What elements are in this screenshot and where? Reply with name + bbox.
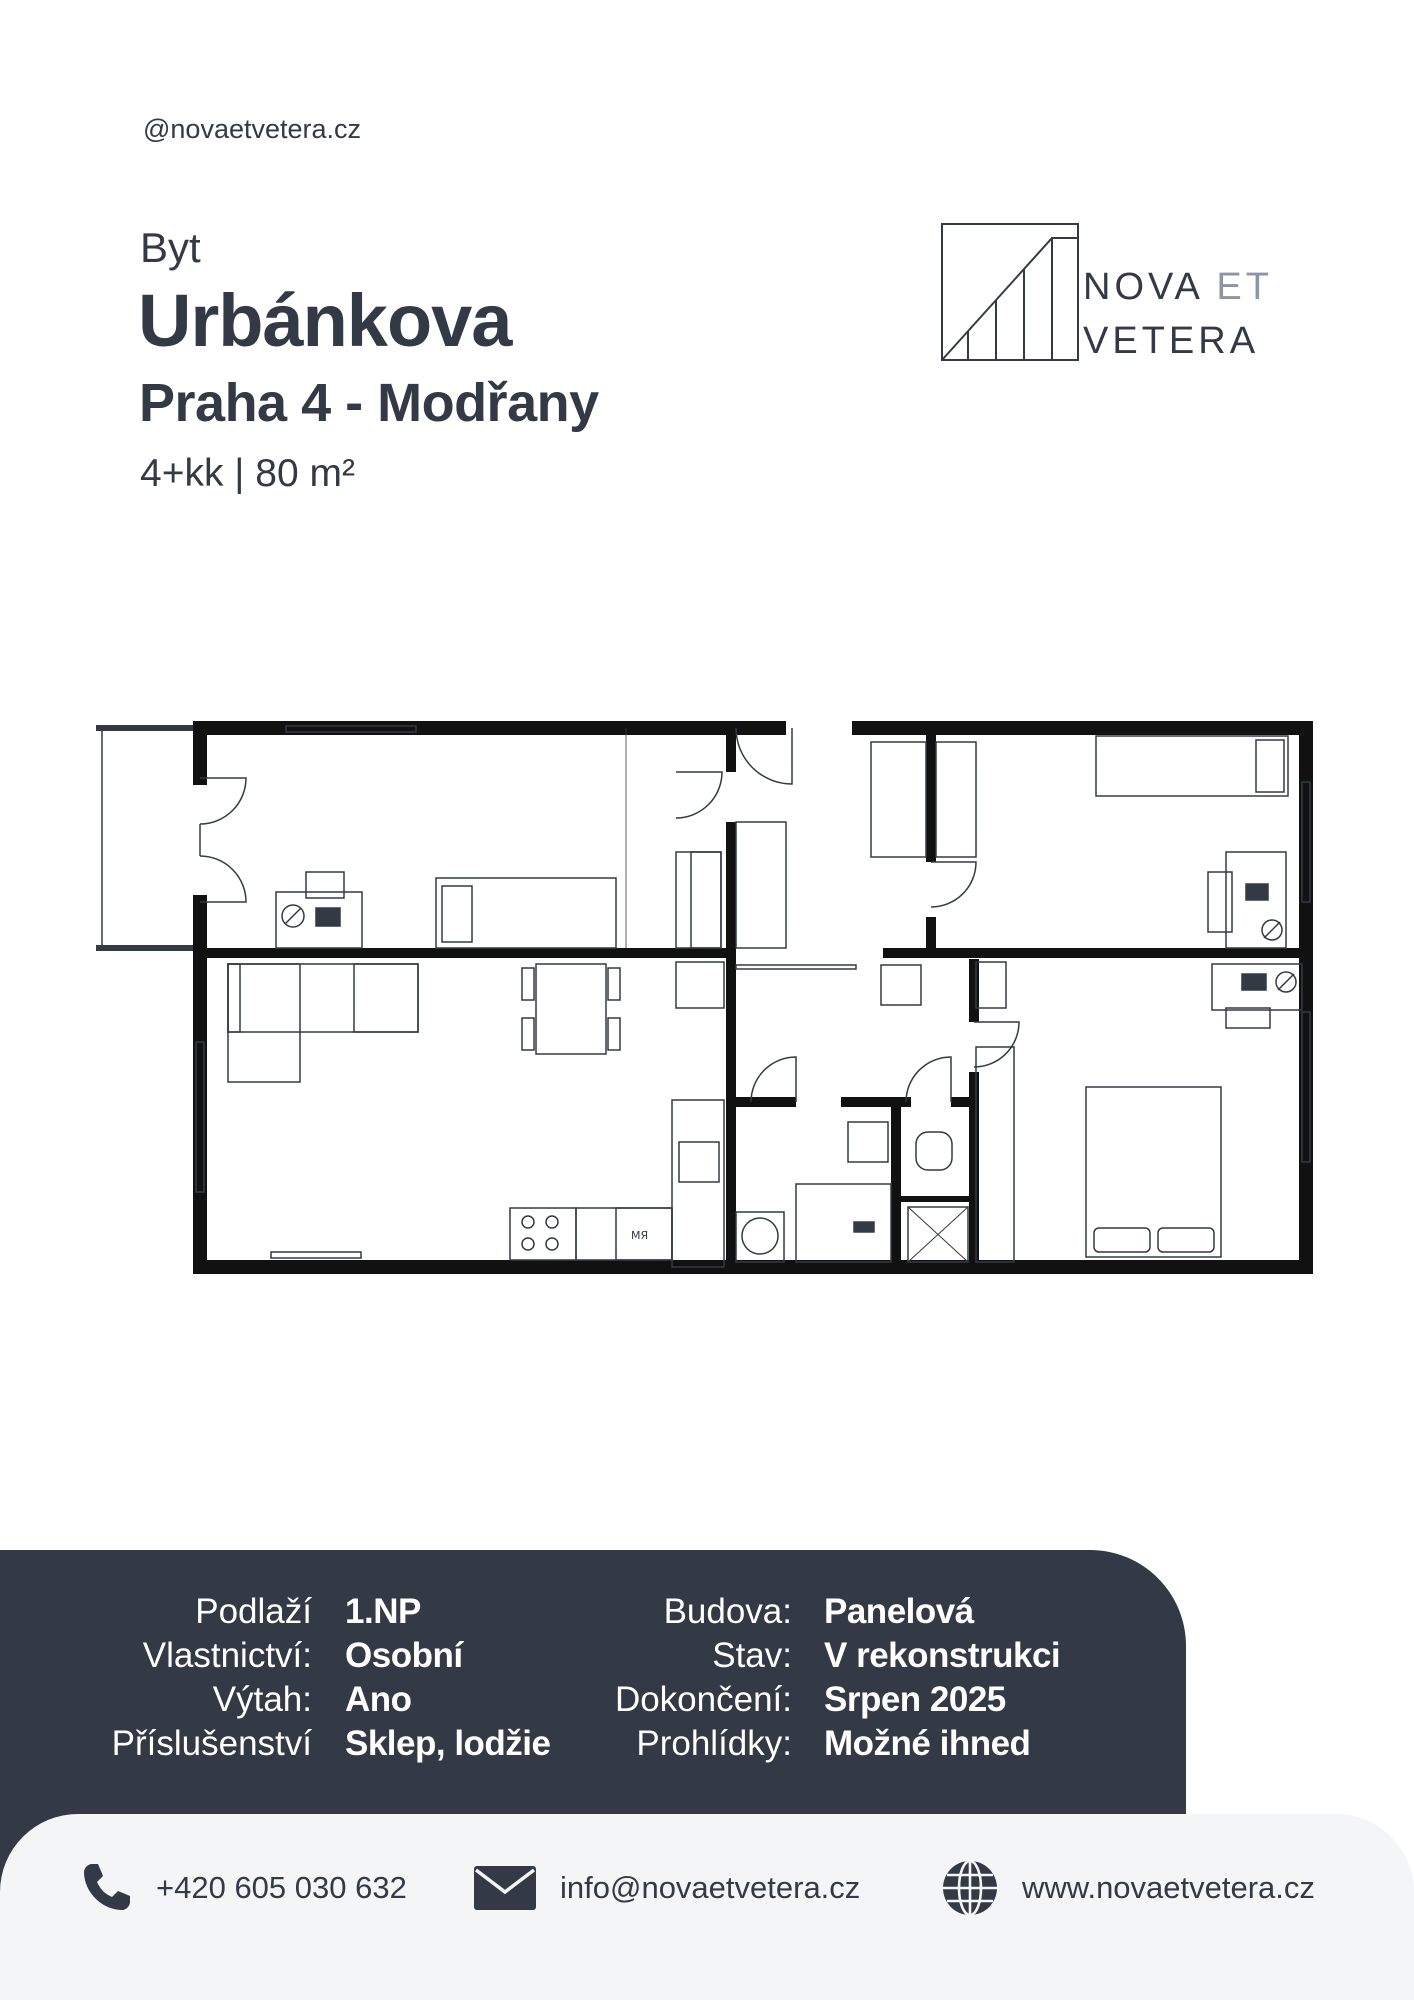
email-address[interactable]: info@novaetvetera.cz: [560, 1870, 861, 1905]
floor-plan: [96, 712, 1320, 1282]
detail-value: V rekonstrukci: [824, 1636, 1061, 1675]
detail-label: Výtah:: [212, 1680, 312, 1719]
page-title: Urbánkova: [138, 279, 512, 362]
detail-label: Vlastnictví:: [142, 1636, 312, 1675]
logo-word-et: ET: [1216, 266, 1273, 308]
details-labels-left: [60, 1590, 312, 1766]
web-contact[interactable]: [940, 1860, 1315, 1916]
layout-and-area: 4+kk | 80 m²: [140, 452, 355, 495]
globe-icon: [940, 1858, 1000, 1918]
logo-text-line1: [1083, 266, 1273, 309]
social-handle[interactable]: @novaetvetera.cz: [143, 114, 362, 144]
detail-label: Podlaží: [195, 1592, 312, 1631]
detail-label: Prohlídky:: [636, 1724, 792, 1763]
detail-value: Možné ihned: [824, 1724, 1031, 1763]
detail-label: Budova:: [663, 1592, 792, 1631]
phone-number[interactable]: +420 605 030 632: [156, 1870, 407, 1905]
phone-icon: [78, 1860, 134, 1916]
detail-value: Osobní: [345, 1636, 463, 1675]
property-type: Byt: [140, 224, 201, 271]
detail-label: Stav:: [712, 1636, 792, 1675]
detail-value: Sklep, lodžie: [345, 1724, 551, 1763]
envelope-icon: [472, 1860, 538, 1916]
detail-value: Panelová: [824, 1592, 974, 1631]
detail-value: 1.NP: [345, 1592, 421, 1631]
detail-label: Příslušenství: [111, 1724, 312, 1763]
website-url[interactable]: www.novaetvetera.cz: [1022, 1870, 1315, 1905]
phone-contact[interactable]: [78, 1860, 407, 1916]
logo-text-line2: VETERA: [1083, 320, 1260, 362]
details-values-left: [345, 1590, 595, 1766]
detail-value: Ano: [345, 1680, 412, 1719]
details-values-right: [824, 1590, 1154, 1766]
details-labels-right: [560, 1590, 792, 1766]
detail-label: Dokončení:: [614, 1680, 792, 1719]
detail-value: Srpen 2025: [824, 1680, 1006, 1719]
logo-word-nova: NOVA: [1083, 266, 1202, 308]
email-contact[interactable]: [472, 1860, 860, 1916]
location-subtitle: Praha 4 - Modřany: [139, 373, 599, 433]
dishwasher-label: MЯ: [631, 1229, 649, 1242]
